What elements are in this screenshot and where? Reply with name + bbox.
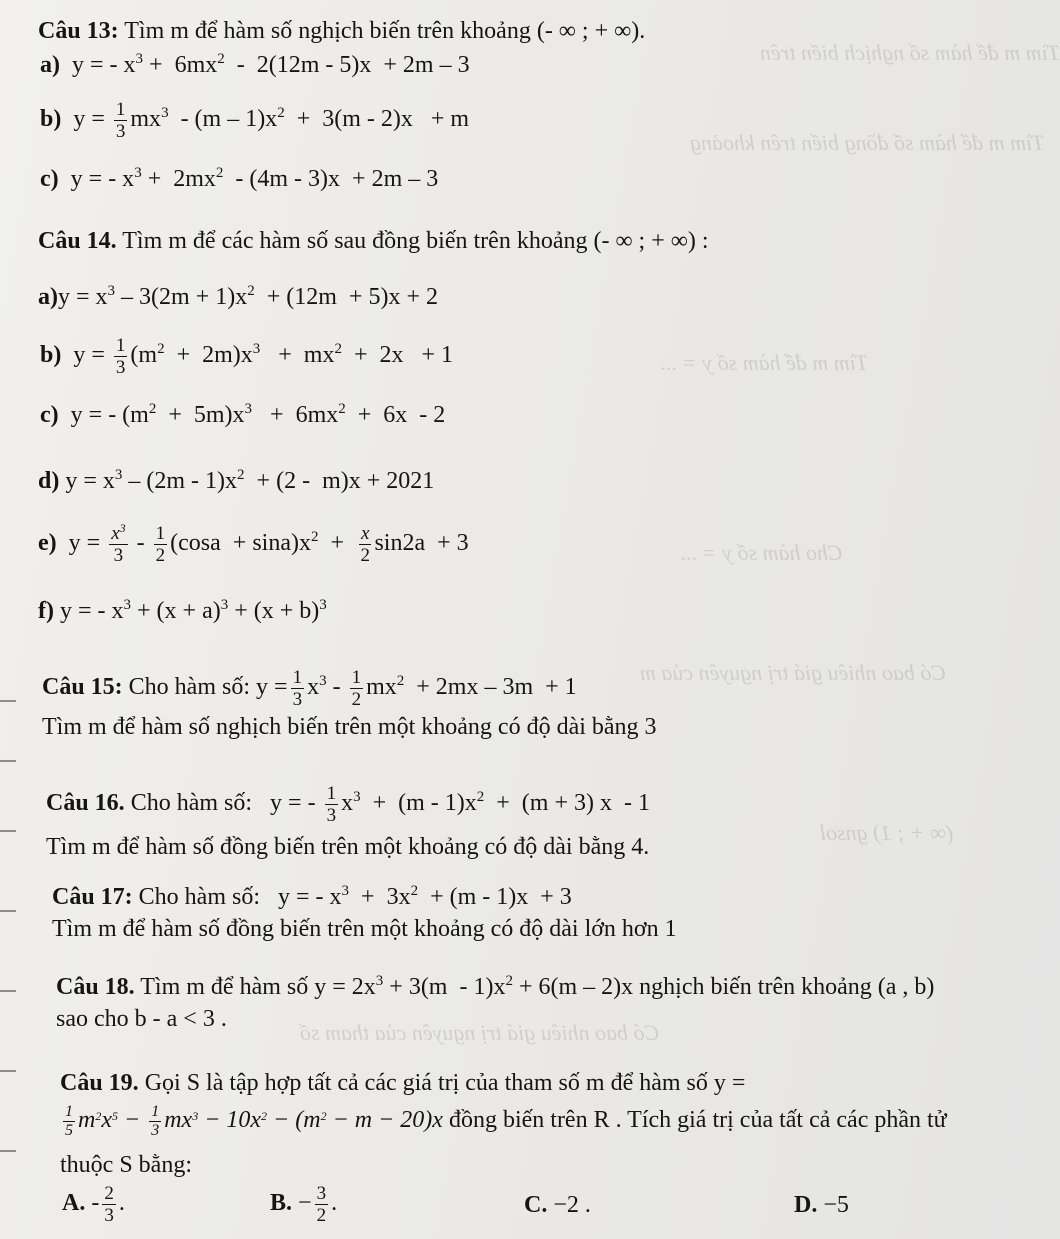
- question-text: đồng biến trên R . Tích giá trị của tất cả các phần tử: [442, 1107, 947, 1134]
- question-text: Cho hàm số:: [122, 674, 257, 701]
- q19-function: $\frac{1}{5}$ $m^2x^5$ − $\frac{1}{3}$ $mx^3 - 10x^2 - (m^2 - m - 20)x$ đồng biến trên R . Tích giá trị của tất cả các phần tử: [65, 1103, 947, 1139]
- question-17-heading: Câu 17: Cho hàm số: y = - $x^3 + 3x^2 + (m - 1)x + 3$: [52, 883, 572, 910]
- answer-option-b: B. − $\frac{3}{2}$ .: [270, 1183, 338, 1226]
- q14-part-f: f) y = - $x^3 + (x + a)^3 + (x + b)^3$: [38, 597, 327, 624]
- q14-part-b: b) y = $\frac{1}{3}$ $(m^2 + 2m)x^3 + mx^2 + 2x + 1$: [40, 335, 454, 378]
- part-label: e): [38, 530, 57, 557]
- margin-mark: [0, 830, 16, 832]
- question-text: Gọi S là tập hợp tất cả các giá trị của tham số m để hàm số y =: [138, 1070, 746, 1096]
- question-label: Câu 18.: [56, 974, 135, 1000]
- q13-part-c: c) y = - $x^3 + 2mx^2 - (4m - 3)x + 2m - 3$: [40, 165, 439, 192]
- q13-part-a: a) y = - $x^3 + 6mx^2 - 2(12m - 5)x + 2m - 3$: [40, 51, 470, 78]
- bleed-through-text: Cho hàm số y = ...: [680, 540, 843, 565]
- question-text: Cho hàm số:: [124, 790, 259, 817]
- bleed-through-text: (∞ + ; 1) gnsol: [820, 820, 954, 845]
- margin-mark: [0, 760, 16, 762]
- question-18-heading: Câu 18. Tìm m để hàm số $y = 2x^3 + 3(m - 1)x^2 + 6(m - 2)x$ nghịch biến trên khoảng (a , b): [56, 973, 935, 1000]
- part-label: c): [40, 402, 59, 428]
- question-text: Tìm m để các hàm số sau đồng biến trên khoảng (- ∞ ; + ∞) :: [116, 228, 709, 254]
- answer-option-a: A. - $\frac{2}{3}$ .: [62, 1183, 125, 1226]
- q15-task: Tìm m để hàm số nghịch biến trên một khoảng có độ dài bằng 3: [42, 714, 657, 740]
- part-label: a): [38, 284, 58, 310]
- part-label: b): [40, 342, 62, 369]
- q14-part-a: $a)y = x^3 - 3(2m + 1)x^2 + (12m + 5)x + 2$: [38, 283, 438, 310]
- question-14-heading: [38, 226, 709, 256]
- option-key: D.: [794, 1192, 818, 1218]
- margin-mark: [0, 700, 16, 702]
- question-16-heading: Câu 16. Cho hàm số: y = - $\frac{1}{3}$ $x^3 + (m - 1)x^2 + (m + 3)$ x - 1: [46, 783, 650, 826]
- question-text-end: nghịch biến trên khoảng (a , b): [633, 974, 935, 1000]
- question-text: Cho hàm số:: [132, 884, 267, 910]
- question-label: Câu 19.: [60, 1070, 139, 1096]
- margin-mark: [0, 1070, 16, 1072]
- option-value: −5: [823, 1192, 849, 1218]
- question-label: Câu 15:: [42, 674, 123, 701]
- question-label: Câu 13:: [38, 18, 119, 44]
- margin-mark: [0, 990, 16, 992]
- margin-mark: [0, 1150, 16, 1152]
- q14-part-d: d) $y = x^3 - (2m - 1)x^2 + (2 - m)x + 2021$: [38, 467, 435, 494]
- bleed-through-text: Tìm m để hàm số đồng biến trên khoảng: [690, 130, 1045, 155]
- question-13-heading: [38, 16, 645, 46]
- q17-task: Tìm m để hàm số đồng biến trên một khoảng có độ dài lớn hơn 1: [52, 916, 677, 942]
- question-label: Câu 14.: [38, 228, 117, 254]
- option-value: −2 .: [553, 1192, 591, 1218]
- q14-part-c: c) y = - $(m^2 + 5m)x^3 + 6mx^2 + 6x - 2$: [40, 401, 446, 428]
- question-text: Tìm m để hàm số nghịch biến trên khoảng (- ∞ ; + ∞).: [118, 18, 646, 44]
- part-label: a): [40, 52, 60, 78]
- question-19-heading: [60, 1068, 745, 1098]
- bleed-through-text: Tìm m để hàm số y = ...: [660, 350, 868, 375]
- part-label: d): [38, 468, 60, 494]
- q18-condition: sao cho b - a < 3 .: [56, 1006, 227, 1032]
- question-text: Tìm m để hàm số: [134, 974, 315, 1000]
- part-label: f): [38, 598, 54, 624]
- q19-line3: thuộc S bằng:: [60, 1152, 192, 1178]
- option-key: A.: [62, 1190, 86, 1217]
- q16-task: Tìm m để hàm số đồng biến trên một khoảng có độ dài bằng 4.: [46, 834, 650, 860]
- option-key: C.: [524, 1192, 548, 1218]
- question-label: Câu 16.: [46, 790, 125, 817]
- q13-part-b: b) y = $\frac{1}{3}$ $mx^3 - (m - 1)x^2 + 3(m - 2)x + m$: [40, 99, 470, 142]
- bleed-through-text: Có bao nhiêu giá trị nguyên của tham số: [300, 1020, 660, 1045]
- question-label: Câu 17:: [52, 884, 133, 910]
- question-15-heading: Câu 15: Cho hàm số: y = $\frac{1}{3}$ $x^3$ - $\frac{1}{2}$ $mx^2 + 2mx - 3m + 1$: [42, 667, 577, 710]
- q14-part-e: e) y = $\frac{x^3}{3}$ - $\frac{1}{2}$ $(\cos a + \sin a)x^2$ + $\frac{x}{2}$ sin2a + 3: [38, 521, 469, 566]
- answer-option-d: [794, 1192, 849, 1219]
- margin-mark: [0, 910, 16, 912]
- option-key: B.: [270, 1190, 293, 1217]
- part-label: b): [40, 106, 62, 133]
- bleed-through-text: Tìm m để hàm số nghịch biến trên: [760, 40, 1060, 65]
- part-label: c): [40, 166, 59, 192]
- bleed-through-text: Có bao nhiêu giá trị nguyên của m: [640, 660, 947, 685]
- answer-option-c: [524, 1192, 591, 1219]
